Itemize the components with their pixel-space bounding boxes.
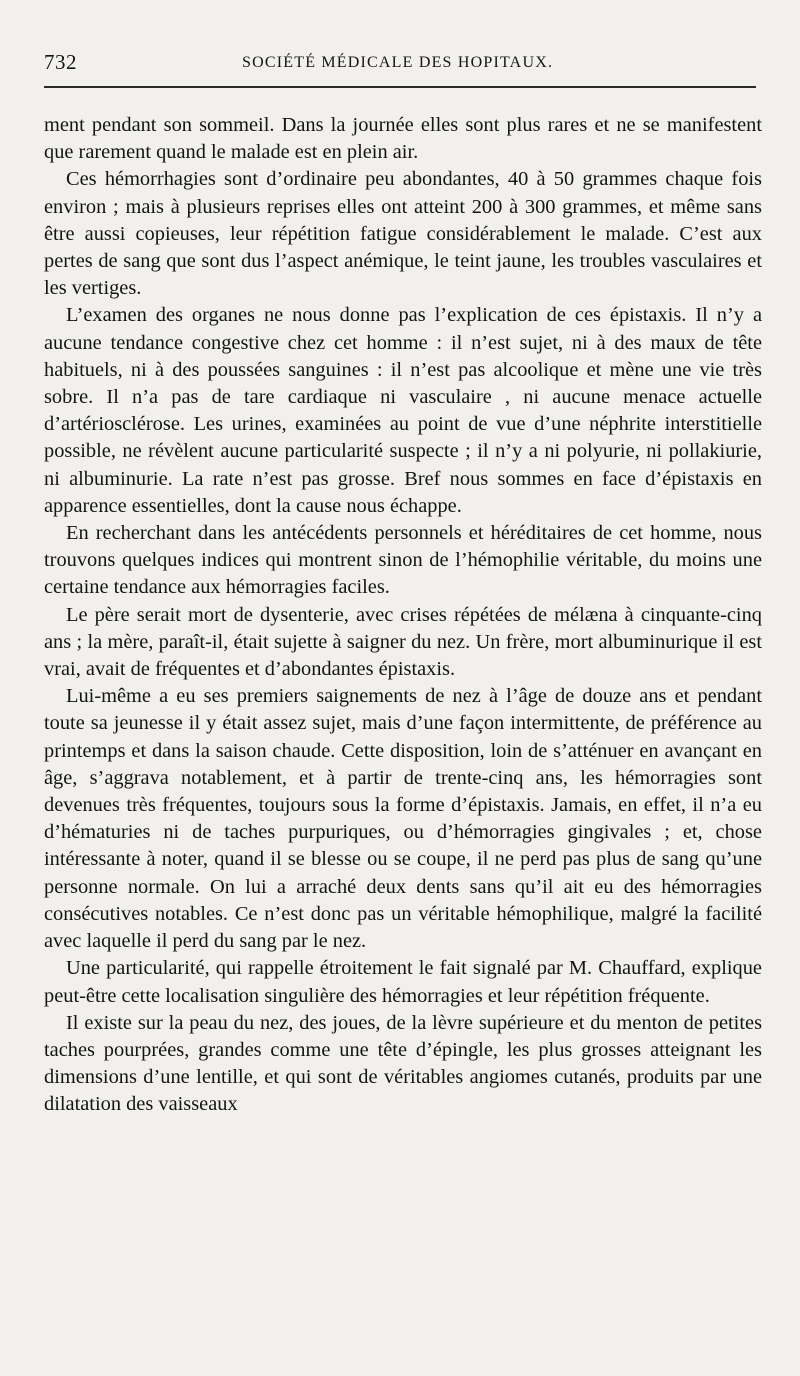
page-number: 732	[44, 50, 77, 74]
paragraph: Lui-même a eu ses premiers saignements de nez à l’âge de douze ans et pendant toute sa jeunesse il y était assez sujet, mais d’une façon intermittente, de préférence au printemps et dans la saison chaude. Cette disposition, loin de s’atténuer en avançant en âge, s’aggrava notablement, et à partir de trente-cinq ans, les hémorragies sont devenues très fréquentes, toujours sous la forme d’épistaxis. Jamais, en effet, il n’a eu d’hématuries ni de taches purpuriques, ou d’hémorragies gingivales ; et, chose intéressante à noter, quand il se blesse ou se coupe, il ne perd pas plus de sang qu’une personne normale. On lui a arraché deux dents sans qu’il ait eu des hémorragies consécutives notables. Ce n’est donc pas un véritable hémophilique, malgré la facilité avec laquelle il perd du sang par le nez.	[44, 685, 762, 953]
paragraph: Une particularité, qui rappelle étroitement le fait signalé par M. Chauffard, explique peut-être cette localisation singulière des hémorragies et leur répétition fréquente.	[44, 957, 762, 1007]
paragraph: ment pendant son sommeil. Dans la journée elles sont plus rares et ne se manifestent que rarement quand le malade est en plein air.	[44, 114, 762, 164]
paragraph: Le père serait mort de dysenterie, avec crises répétées de mélæna à cinquante-cinq ans ; la mère, paraît-il, était sujette à saigner du nez. Un frère, mort albuminurique il est vrai, avait de fréquentes et d’abondantes épistaxis.	[44, 603, 762, 681]
paragraph: En recherchant dans les antécédents personnels et héréditaires de cet homme, nous trouvons quelques indices qui montrent sinon de l’hémophilie véritable, du moins une certaine tendance aux hémorragies faciles.	[44, 522, 762, 599]
page-header	[44, 44, 756, 80]
header-rule	[44, 86, 756, 88]
running-head: SOCIÉTÉ MÉDICALE DES HOPITAUX.	[242, 54, 554, 71]
paragraph: Il existe sur la peau du nez, des joues, de la lèvre supérieure et du menton de petites taches pourprées, grandes comme une tête d’épingle, les plus grosses atteignant les dimensions d’une lentille, et qui sont de véritables angiomes cutanés, produits par une dilatation des vaisseaux	[44, 1011, 762, 1116]
body-text	[44, 112, 762, 1119]
paragraph: Ces hémorrhagies sont d’ordinaire peu abondantes, 40 à 50 grammes chaque fois environ ; mais à plusieurs reprises elles ont atteint 200 à 300 grammes, et même sans être aussi copieuses, leur répétition fatigue considérablement le malade. C’est aux pertes de sang que sont dus l’aspect anémique, le teint jaune, les troubles vasculaires et les vertiges.	[44, 168, 762, 300]
paragraph: L’examen des organes ne nous donne pas l’explication de ces épistaxis. Il n’y a aucune tendance congestive chez cet homme : il n’est sujet, ni à des maux de tête habituels, ni à des poussées sanguines : il n’est pas alcoolique et mène une vie très sobre. Il n’a pas de tare cardiaque ni vasculaire , ni aucune menace actuelle d’artériosclérose. Les urines, examinées au point de vue d’une néphrite interstitielle possible, ne révèlent aucune particularité suspecte ; il n’y a ni polyurie, ni pollakiurie, ni albuminurie. La rate n’est pas grosse. Bref nous sommes en face d’épistaxis en apparence essentielles, dont la cause nous échappe.	[44, 304, 762, 517]
